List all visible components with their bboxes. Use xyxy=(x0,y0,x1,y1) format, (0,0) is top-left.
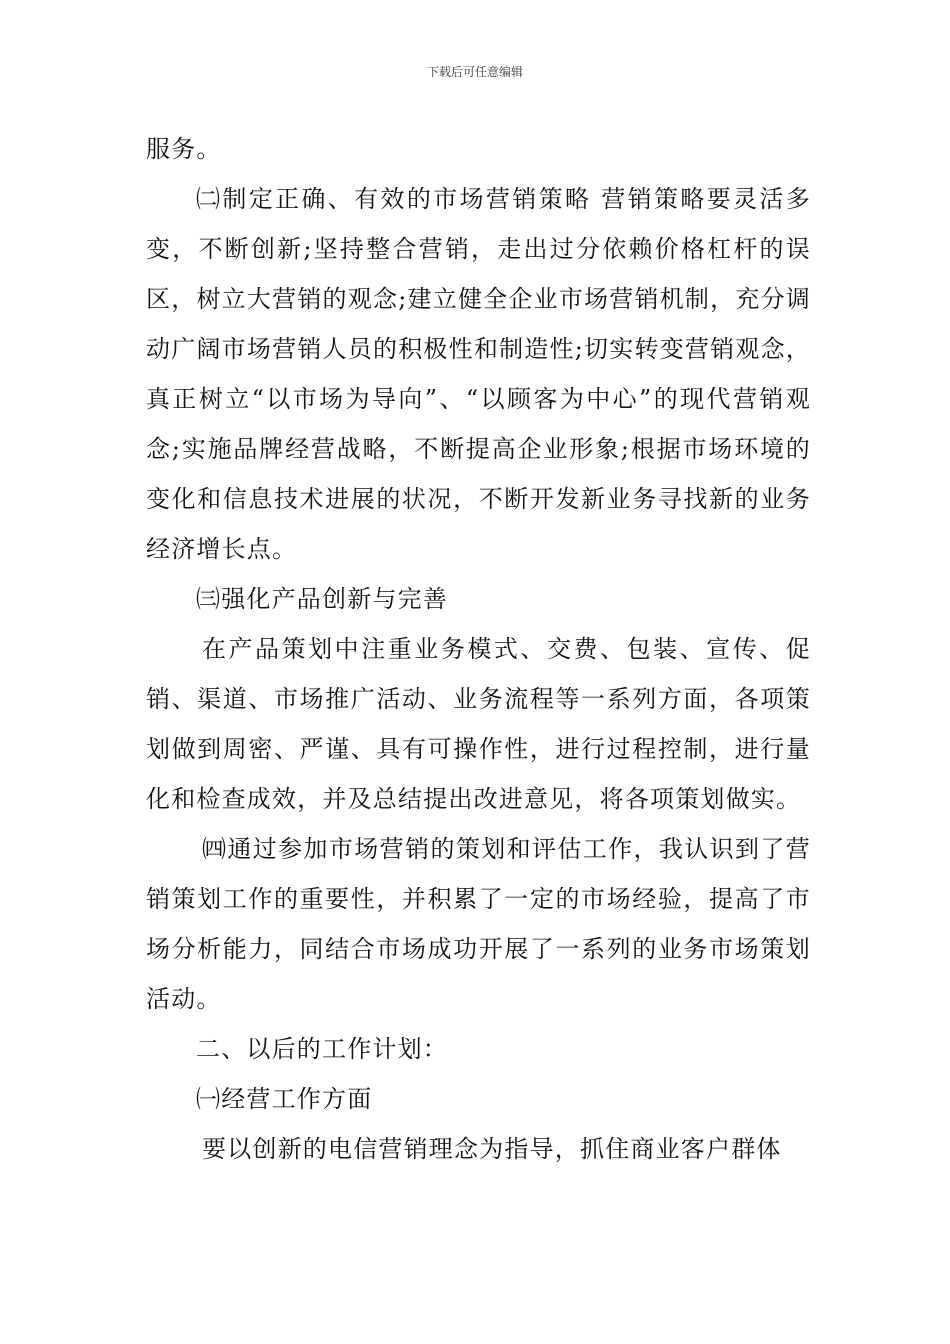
heading-product-innovation: ㈢强化产品创新与完善 xyxy=(196,585,448,613)
page-header: 下载后可任意编辑 xyxy=(426,65,523,79)
document-body xyxy=(146,124,811,1174)
heading-future-work-plan: 二、以后的工作计划： xyxy=(196,1035,448,1063)
paragraph-continuation: 服务。 xyxy=(146,135,222,163)
heading-business-operations: ㈠经营工作方面 xyxy=(196,1085,373,1113)
paragraph-marketing-strategy: ㈡制定正确、有效的市场营销策略 营销策略要灵活多变，不断创新;坚持整合营销，走出过分依赖价格杠杆的误区，树立大营销的观念;建立健全企业市场营销机制，充分调动广阔市场营销人员的积极性和制造性;切实转变营销观念，真正树立“以市场为导向”、“以顾客为中心”的现代营销观念;实施品牌经营战略，不断提高企业形象;根据市场环境的变化和信息技术进展的状况，不断开发新业务寻找新的业务经济增长点。 xyxy=(146,185,811,563)
paragraph-product-planning: 在产品策划中注重业务模式、交费、包装、宣传、促销、渠道、市场推广活动、业务流程等一系列方面，各项策划做到周密、严谨、具有可操作性，进行过程控制，进行量化和检查成效，并及总结提出改进意见，将各项策划做实。 xyxy=(146,635,811,813)
paragraph-business-operations: 要以创新的电信营销理念为指导，抓住商业客户群体 xyxy=(202,1135,782,1163)
paragraph-planning-evaluation: ㈣通过参加市场营销的策划和评估工作，我认识到了营销策划工作的重要性，并积累了一定的市场经验，提高了市场分析能力，同结合市场成功开展了一系列的业务市场策划活动。 xyxy=(146,835,811,1013)
